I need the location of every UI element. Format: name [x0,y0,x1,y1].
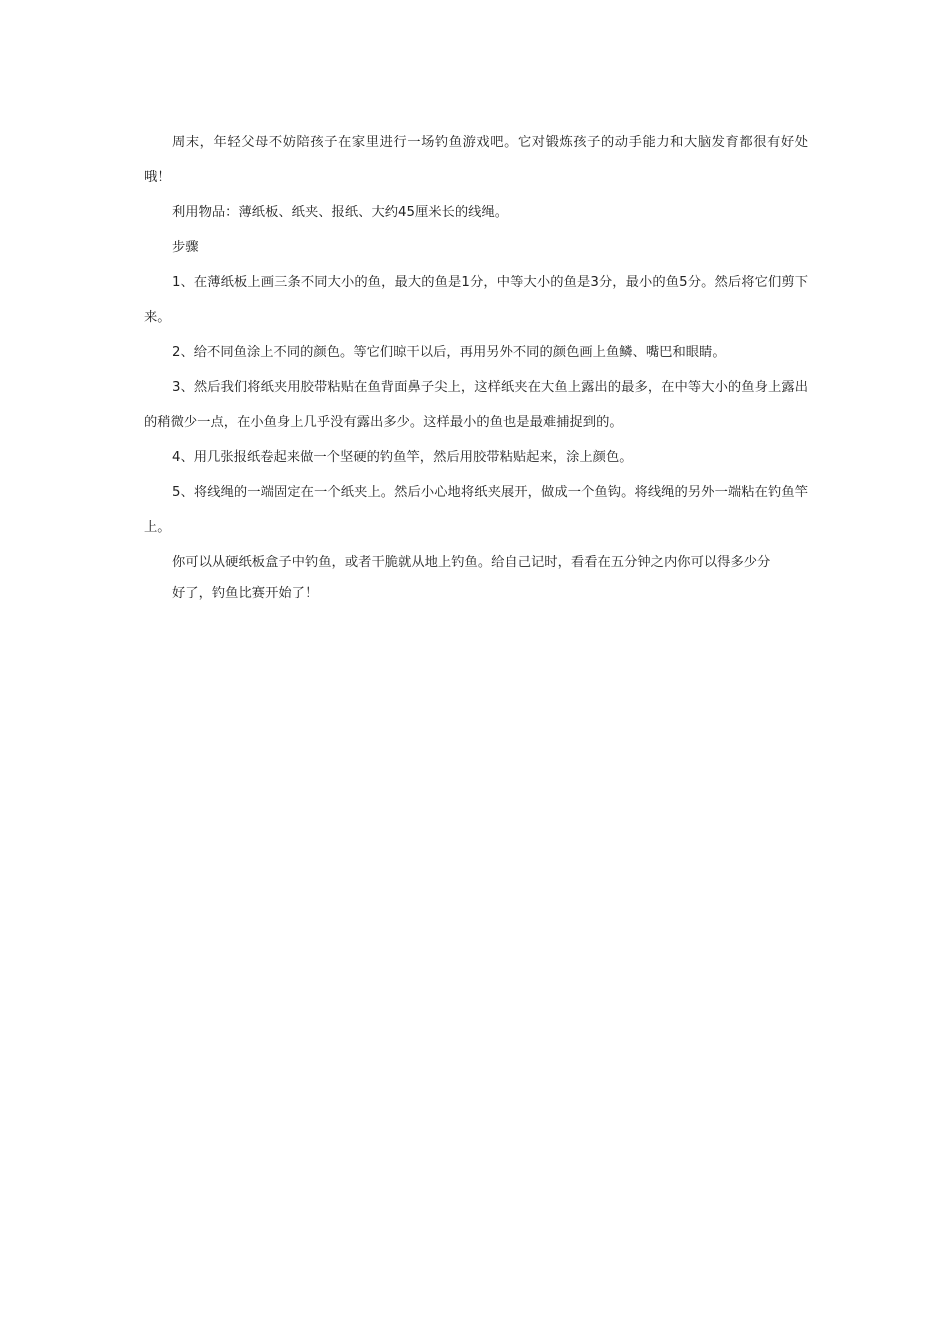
steps-heading: 步骤 [172,240,199,255]
intro-paragraph: 周末，年轻父母不妨陪孩子在家里进行一场钓鱼游戏吧。它对锻炼孩子的动手能力和大脑发育都很有好处哦！ [144,135,808,185]
materials-paragraph: 利用物品：薄纸板、纸夹、报纸、大约45厘米长的线绳。 [172,205,509,220]
fishing-tip-paragraph: 你可以从硬纸板盒子中钓鱼，或者干脆就从地上钓鱼。给自己记时，看看在五分钟之内你可以得多少分 [172,555,771,570]
document-body [144,125,808,607]
step-5-paragraph: 5、将线绳的一端固定在一个纸夹上。然后小心地将纸夹展开，做成一个鱼钩。将线绳的另外一端粘在钓鱼竿上。 [144,485,808,535]
step-1-paragraph: 1、在薄纸板上画三条不同大小的鱼，最大的鱼是1分，中等大小的鱼是3分，最小的鱼5分。然后将它们剪下来。 [144,275,808,325]
step-3-paragraph: 3、然后我们将纸夹用胶带粘贴在鱼背面鼻子尖上，这样纸夹在大鱼上露出的最多，在中等大小的鱼身上露出的稍微少一点，在小鱼身上几乎没有露出多少。这样最小的鱼也是最难捕捉到的。 [144,380,808,430]
step-2-paragraph: 2、给不同鱼涂上不同的颜色。等它们晾干以后，再用另外不同的颜色画上鱼鳞、嘴巴和眼睛。 [172,345,726,360]
step-4-paragraph: 4、用几张报纸卷起来做一个坚硬的钓鱼竿，然后用胶带粘贴起来，涂上颜色。 [172,450,633,465]
closing-paragraph: 好了，钓鱼比赛开始了！ [172,586,319,601]
